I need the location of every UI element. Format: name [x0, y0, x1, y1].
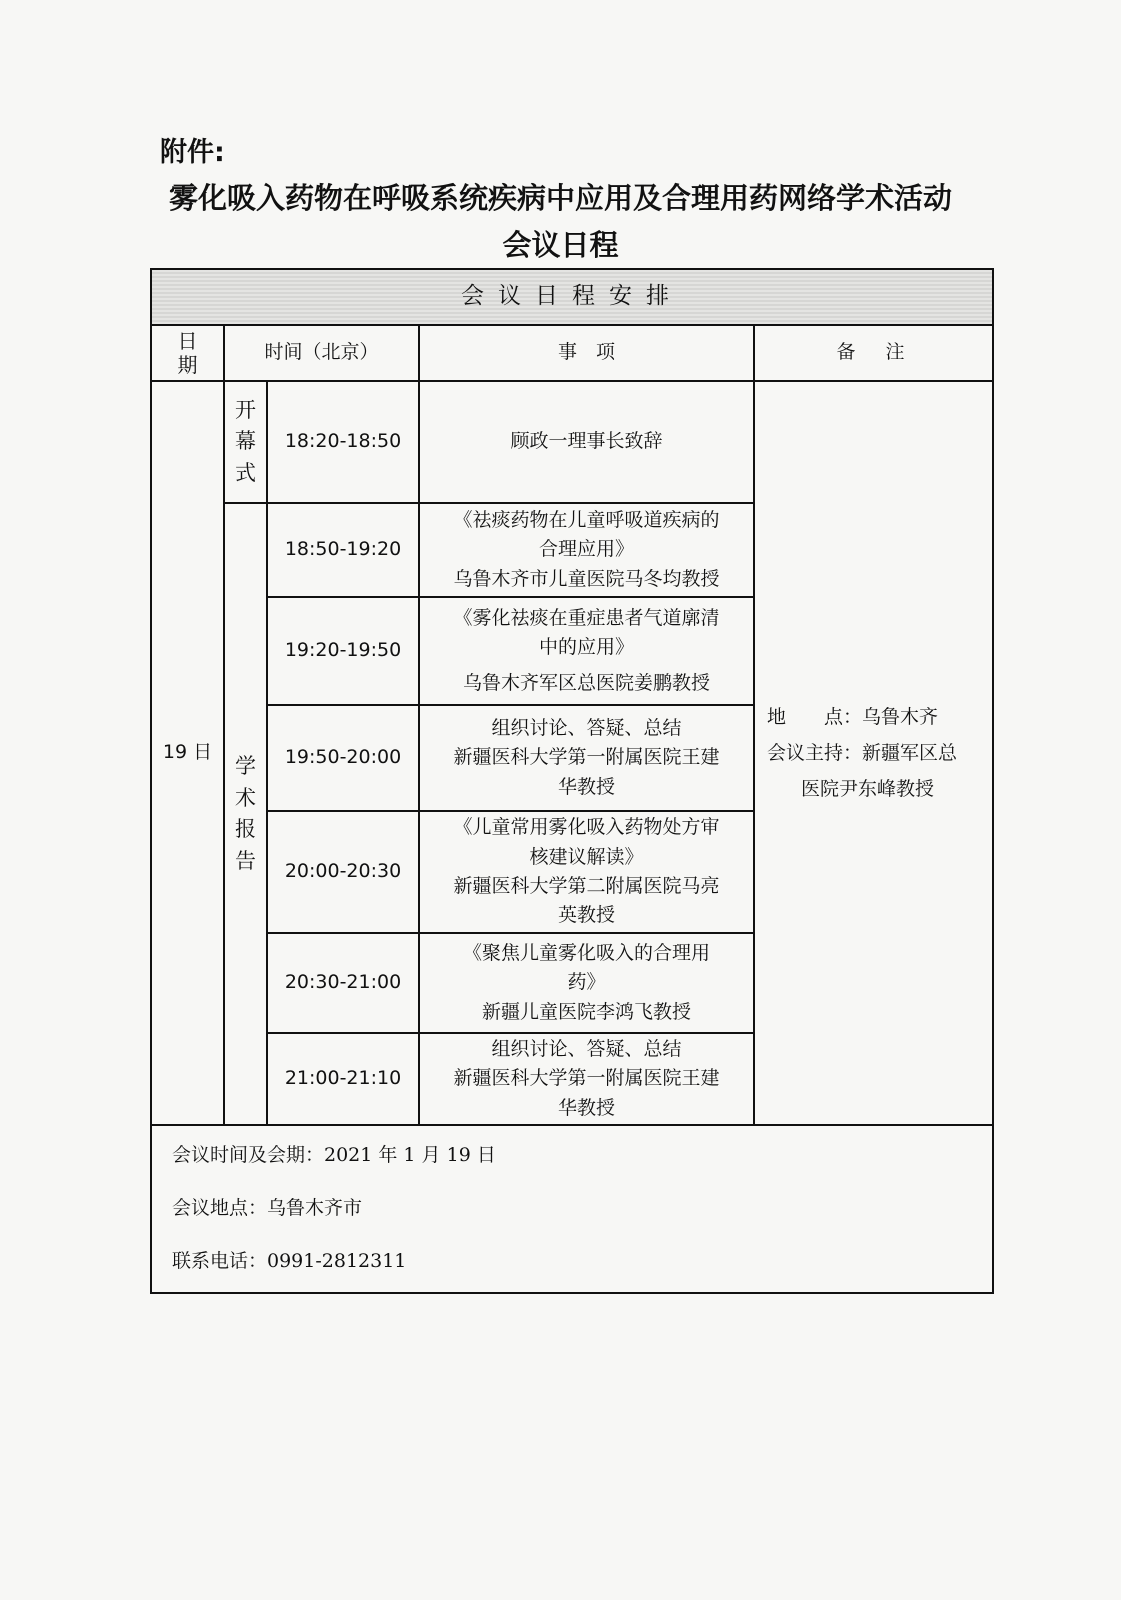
meeting-time: 会议时间及会期：2021 年 1 月 19 日 [172, 1144, 496, 1166]
item-cell: 《儿童常用雾化吸入药物处方审 核建议解读》 新疆医科大学第二附属医院马亮 英教授 [419, 811, 754, 933]
item-cell: 组织讨论、答疑、总结 新疆医科大学第一附属医院王建 华教授 [419, 705, 754, 811]
header-row [151, 325, 993, 381]
time-cell: 20:00-20:30 [267, 811, 419, 933]
time-cell: 19:50-20:00 [267, 705, 419, 811]
time-cell: 18:20-18:50 [267, 381, 419, 503]
document-subtitle: 会议日程 [502, 228, 619, 262]
item-cell: 《祛痰药物在儿童呼吸道疾病的 合理应用》 乌鲁木齐市儿童医院马冬均教授 [419, 503, 754, 597]
section-academic: 学 术 报 告 [224, 503, 267, 1125]
document-title: 雾化吸入药物在呼吸系统疾病中应用及合理用药网络学术活动 [168, 181, 952, 215]
section-opening: 开 幕 式 [224, 381, 267, 503]
header-date: 日 期 [151, 325, 224, 381]
item-cell: 《聚焦儿童雾化吸入的合理用 药》 新疆儿童医院李鸿飞教授 [419, 933, 754, 1033]
footer-row [151, 1125, 993, 1293]
attachment-label: 附件: [160, 137, 225, 168]
item-cell: 《雾化祛痰在重症患者气道廓清 中的应用》 乌鲁木齐军区总医院姜鹏教授 [419, 597, 754, 705]
meeting-place: 会议地点：乌鲁木齐市 [172, 1197, 363, 1219]
header-item: 事 项 [419, 325, 754, 381]
table-row [151, 381, 993, 503]
header-note: 备注 [754, 325, 993, 381]
note-cell: 地 点：乌鲁木齐 会议主持：新疆军区总 医院尹东峰教授 [754, 381, 993, 1125]
item-cell: 顾政一理事长致辞 [419, 381, 754, 503]
header-time: 时间（北京） [224, 325, 419, 381]
item-cell: 组织讨论、答疑、总结 新疆医科大学第一附属医院王建 华教授 [419, 1033, 754, 1125]
time-cell: 21:00-21:10 [267, 1033, 419, 1125]
footer-cell [151, 1125, 993, 1293]
time-cell: 20:30-21:00 [267, 933, 419, 1033]
date-cell: 19 日 [151, 381, 224, 1125]
schedule-table [150, 268, 994, 1294]
time-cell: 19:20-19:50 [267, 597, 419, 705]
contact-phone: 联系电话：0991-2812311 [172, 1250, 407, 1272]
time-cell: 18:50-19:20 [267, 503, 419, 597]
table-banner: 会议日程安排 [151, 269, 993, 325]
